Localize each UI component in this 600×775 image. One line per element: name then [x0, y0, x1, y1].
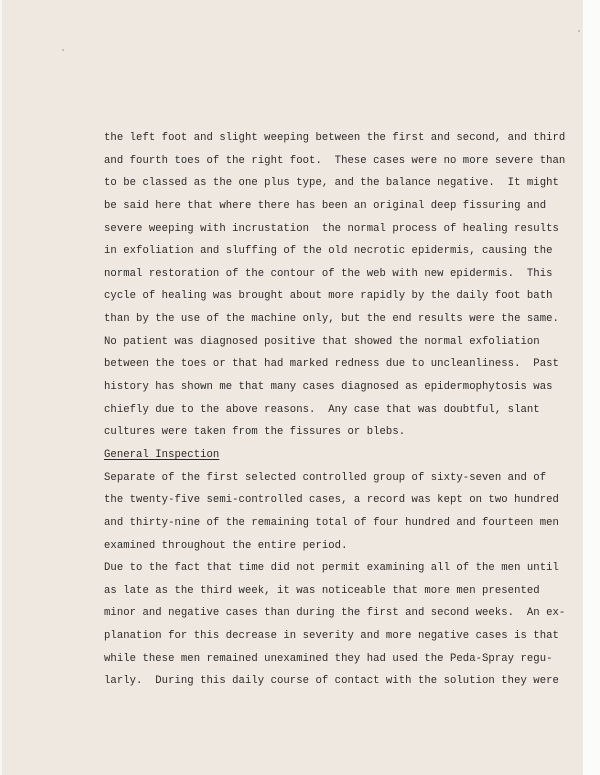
text-line: cultures were taken from the fissures or blebs.: [104, 426, 406, 439]
text-line: while these men remained unexamined they had used the Peda-Spray regu-: [104, 652, 553, 665]
text-line: planation for this decrease in severity and more negative cases is that: [104, 630, 559, 643]
text-line: cycle of healing was brought about more rapidly by the daily foot bath: [104, 290, 553, 303]
text-line: than by the use of the machine only, but the end results were the same.: [104, 313, 559, 326]
text-line: between the toes or that had marked redness due to uncleanliness. Past: [104, 358, 559, 371]
text-line: normal restoration of the contour of the web with new epidermis. This: [104, 267, 553, 280]
text-line: severe weeping with incrustation the normal process of healing results: [104, 222, 559, 235]
text-line: No patient was diagnosed positive that showed the normal exfoliation: [104, 335, 540, 348]
text-line: in exfoliation and sluffing of the old necrotic epidermis, causing the: [104, 245, 553, 258]
text-line: chiefly due to the above reasons. Any case that was doubtful, slant: [104, 403, 540, 416]
text-line: as late as the third week, it was noticeable that more men presented: [104, 584, 540, 597]
text-line: Due to the fact that time did not permit examining all of the men until: [104, 562, 559, 575]
typed-text-body: [104, 127, 566, 693]
text-line: larly. During this daily course of contact with the solution they were: [104, 675, 559, 688]
text-line: to be classed as the one plus type, and the balance negative. It might: [104, 177, 559, 190]
paper-speck: [578, 30, 580, 32]
page-background-edge: [583, 0, 600, 775]
text-line: the twenty-five semi-controlled cases, a record was kept on two hundred: [104, 494, 559, 507]
section-heading: General Inspection: [104, 448, 220, 461]
text-line: history has shown me that many cases diagnosed as epidermophytosis was: [104, 381, 553, 394]
text-line: minor and negative cases than during the first and second weeks. An ex-: [104, 607, 566, 620]
paper-speck: [62, 49, 64, 51]
text-line: examined throughout the entire period.: [104, 539, 348, 552]
text-line: be said here that where there has been an original deep fissuring and: [104, 199, 547, 212]
text-line: and thirty-nine of the remaining total of four hundred and fourteen men: [104, 516, 559, 529]
text-line: Separate of the first selected controlled group of sixty-seven and of: [104, 471, 547, 484]
text-line: and fourth toes of the right foot. These cases were no more severe than: [104, 154, 566, 167]
text-line: the left foot and slight weeping between the first and second, and third: [104, 132, 566, 144]
